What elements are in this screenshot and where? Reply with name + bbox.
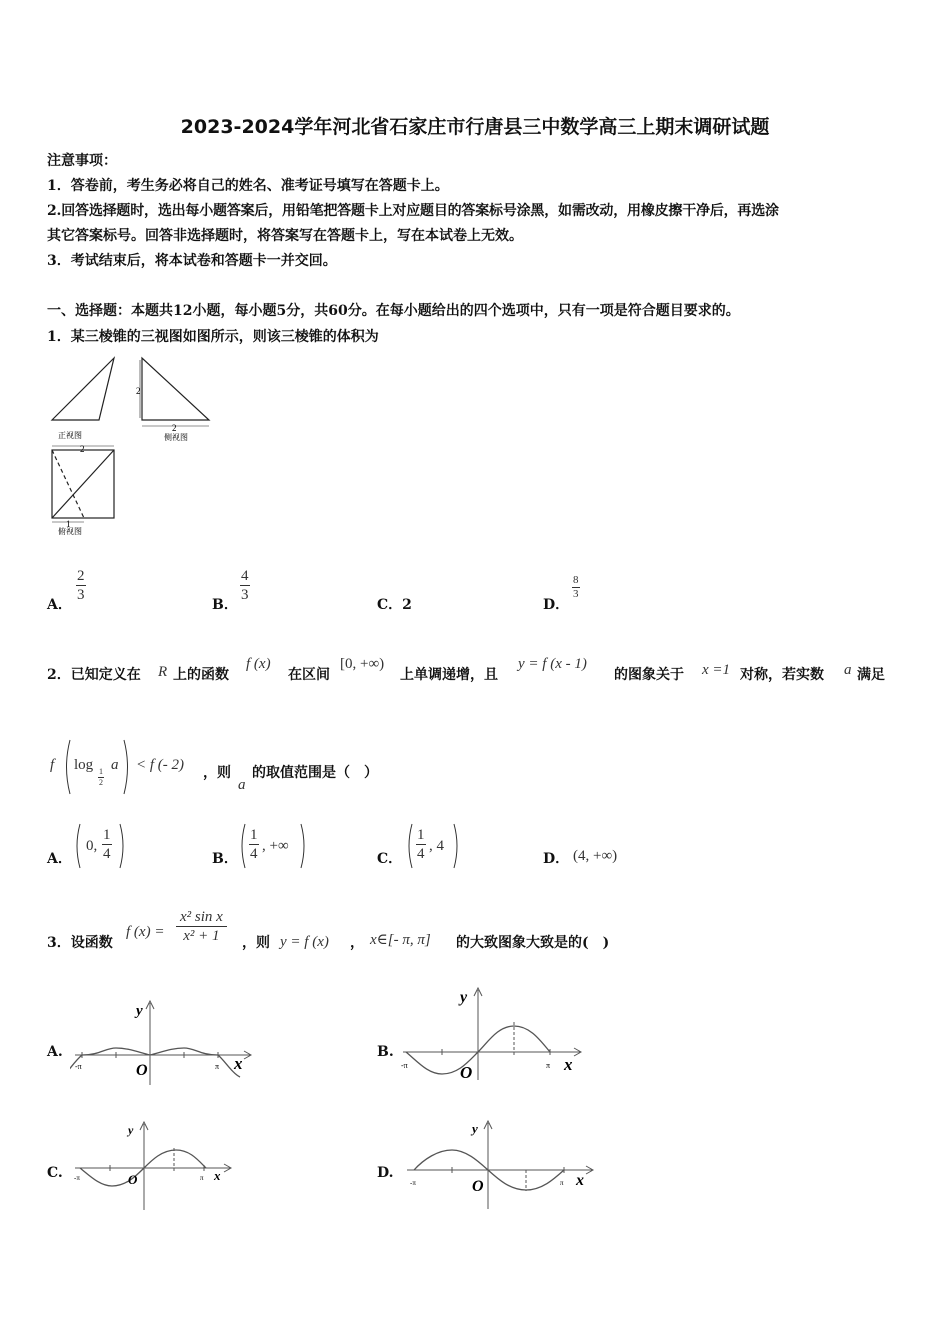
q3-function-lhs: f (x) = [126,924,165,940]
graph-d-x-label: x [576,1172,584,1189]
q3-function-fraction: $\frac{\text{x² sin x}}{\text{x² + 1}}$ [176,908,227,945]
top-offset-label: 1 [66,519,71,529]
q3-text-1: 3．设函数 [47,935,113,951]
q3-graph-b [398,982,588,1082]
notice-heading: 注意事项： [47,153,117,169]
q3-graph-a [70,995,260,1090]
q2-ineq-f: f [50,757,55,773]
top-view-label: 俯视图 [58,527,82,536]
front-view-shape [52,358,114,420]
q1-option-c: C．2 [377,597,412,613]
notice-line-2b: 其它答案标号。回答非选择题时，将答案写在答题卡上，写在本试卷上无效。 [47,228,523,244]
graph-b-x-label: x [564,1055,573,1074]
q2-option-c-right: , 4 [429,838,444,854]
graph-a-y-label: y [136,1003,143,1019]
q2-text-4: 上单调递增，且 [400,667,498,683]
q2-text-6: 对称，若实数 [740,667,824,683]
q2-variable-a: a [844,662,852,678]
graph-a-pi: π [215,1062,220,1071]
q1-option-b-fraction: $\frac{4}{3}$ [241,568,249,603]
q2-option-a-brackets [74,822,126,870]
q2-text-5: 的图象关于 [614,667,684,683]
graph-b-y-label: y [460,989,468,1006]
q2-text-9: 的取值范围是（ ） [252,765,378,781]
graph-c-y-label: y [128,1123,134,1137]
q3-option-d: D. [377,1165,394,1181]
q2-option-b: B． [212,851,238,867]
q3-graph-c [70,1118,240,1213]
q2-option-a-left: 0, [86,838,98,854]
q3-text-4: 的大致图象大致是的( ) [456,935,610,951]
graph-a-x-label: x [234,1054,243,1073]
section-heading: 一、选择题：本题共12小题，每小题5分，共60分。在每小题给出的四个选项中，只有一项是符合题目要求的。 [47,303,740,319]
q2-set-r: R [158,664,168,680]
q3-function-y: y = f (x) [280,934,329,950]
q2-option-c-fraction: $\frac{1}{4}$ [417,827,425,862]
q3-option-c: C. [47,1165,63,1181]
q2-function-f: f (x) [246,656,271,672]
graph-c-origin: O [128,1172,138,1187]
q2-ineq-log: log [74,757,94,773]
q1-option-a: A． [47,597,72,613]
q2-option-d: D． [543,851,570,867]
graph-d-pi: π [560,1179,564,1187]
q2-ineq-arg: a [111,757,119,773]
q2-text-7: 满足 [857,667,885,683]
q1-three-views-figure [44,352,224,542]
q2-option-b-fraction: $\frac{1}{4}$ [250,827,258,862]
q2-option-a-fraction: $\frac{1}{4}$ [103,827,111,862]
graph-d-neg-pi: -π [410,1179,416,1187]
q3-domain: x∈[- π, π] [370,932,431,948]
side-view-label: 侧视图 [164,433,188,442]
graph-c-neg-pi: -π [74,1174,80,1182]
q2-text-2: 上的函数 [173,667,229,683]
q3-text-3: ， [350,935,364,951]
side-height-label: 2 [136,386,141,396]
q2-option-c: C． [377,851,403,867]
q1-option-d-fraction: $\frac{8}{3}$ [573,574,579,600]
q2-option-a: A． [47,851,72,867]
side-width-label: 2 [172,423,177,433]
q3-option-a: A. [47,1044,63,1060]
q1-option-d: D． [543,597,570,613]
graph-c-x-label: x [214,1168,221,1183]
graph-c-pi: π [200,1174,204,1182]
q2-text-1: 2．已知定义在 [47,667,141,683]
front-view-label: 正视图 [58,431,82,440]
q1-option-a-fraction: $\frac{2}{3}$ [77,568,85,603]
side-view-shape [142,358,209,420]
q2-text-3: 在区间 [288,667,330,683]
graph-d-y-label: y [472,1121,478,1136]
graph-b-pi: π [546,1061,551,1070]
top-width-label: 2 [80,444,85,454]
q1-option-b: B． [212,597,238,613]
q2-shifted-function: y = f (x - 1) [518,656,587,672]
notice-line-2a: 2.回答选择题时，选出每小题答案后，用铅笔把答题卡上对应题目的答案标号涂黑，如需改动，用橡皮擦干净后，再选涂 [47,203,779,219]
graph-b-neg-pi: -π [401,1061,408,1070]
graph-d-origin: O [472,1178,484,1195]
q2-option-b-right: , +∞ [262,838,289,854]
q2-option-d-value: (4, +∞) [573,848,618,864]
notice-line-1: 1．答卷前，考生务必将自己的姓名、准考证号填写在答题卡上。 [47,178,449,194]
q1-stem: 1．某三棱锥的三视图如图所示，则该三棱锥的体积为 [47,329,379,345]
q2-interval: [0, +∞) [340,656,385,672]
q2-variable-a-2: a [238,777,246,793]
graph-a-origin: O [136,1062,148,1079]
q2-ineq-brackets [62,738,132,796]
graph-a-neg-pi: -π [75,1062,82,1071]
q2-symmetry-axis: x =1 [702,662,731,678]
q3-text-2: ，则 [242,935,270,951]
notice-line-3: 3．考试结束后，将本试卷和答题卡一并交回。 [47,253,337,269]
q2-ineq-rhs: < f (- 2) [136,757,185,773]
graph-b-origin: O [460,1063,473,1082]
q3-graph-d [402,1117,602,1212]
page-title: 2023-2024学年河北省石家庄市行唐县三中数学高三上期末调研试题 [180,116,770,138]
q2-ineq-log-base: $\frac{1}{2}$ [99,767,103,787]
q3-option-b: B. [377,1044,394,1060]
q2-text-8: ，则 [203,765,231,781]
